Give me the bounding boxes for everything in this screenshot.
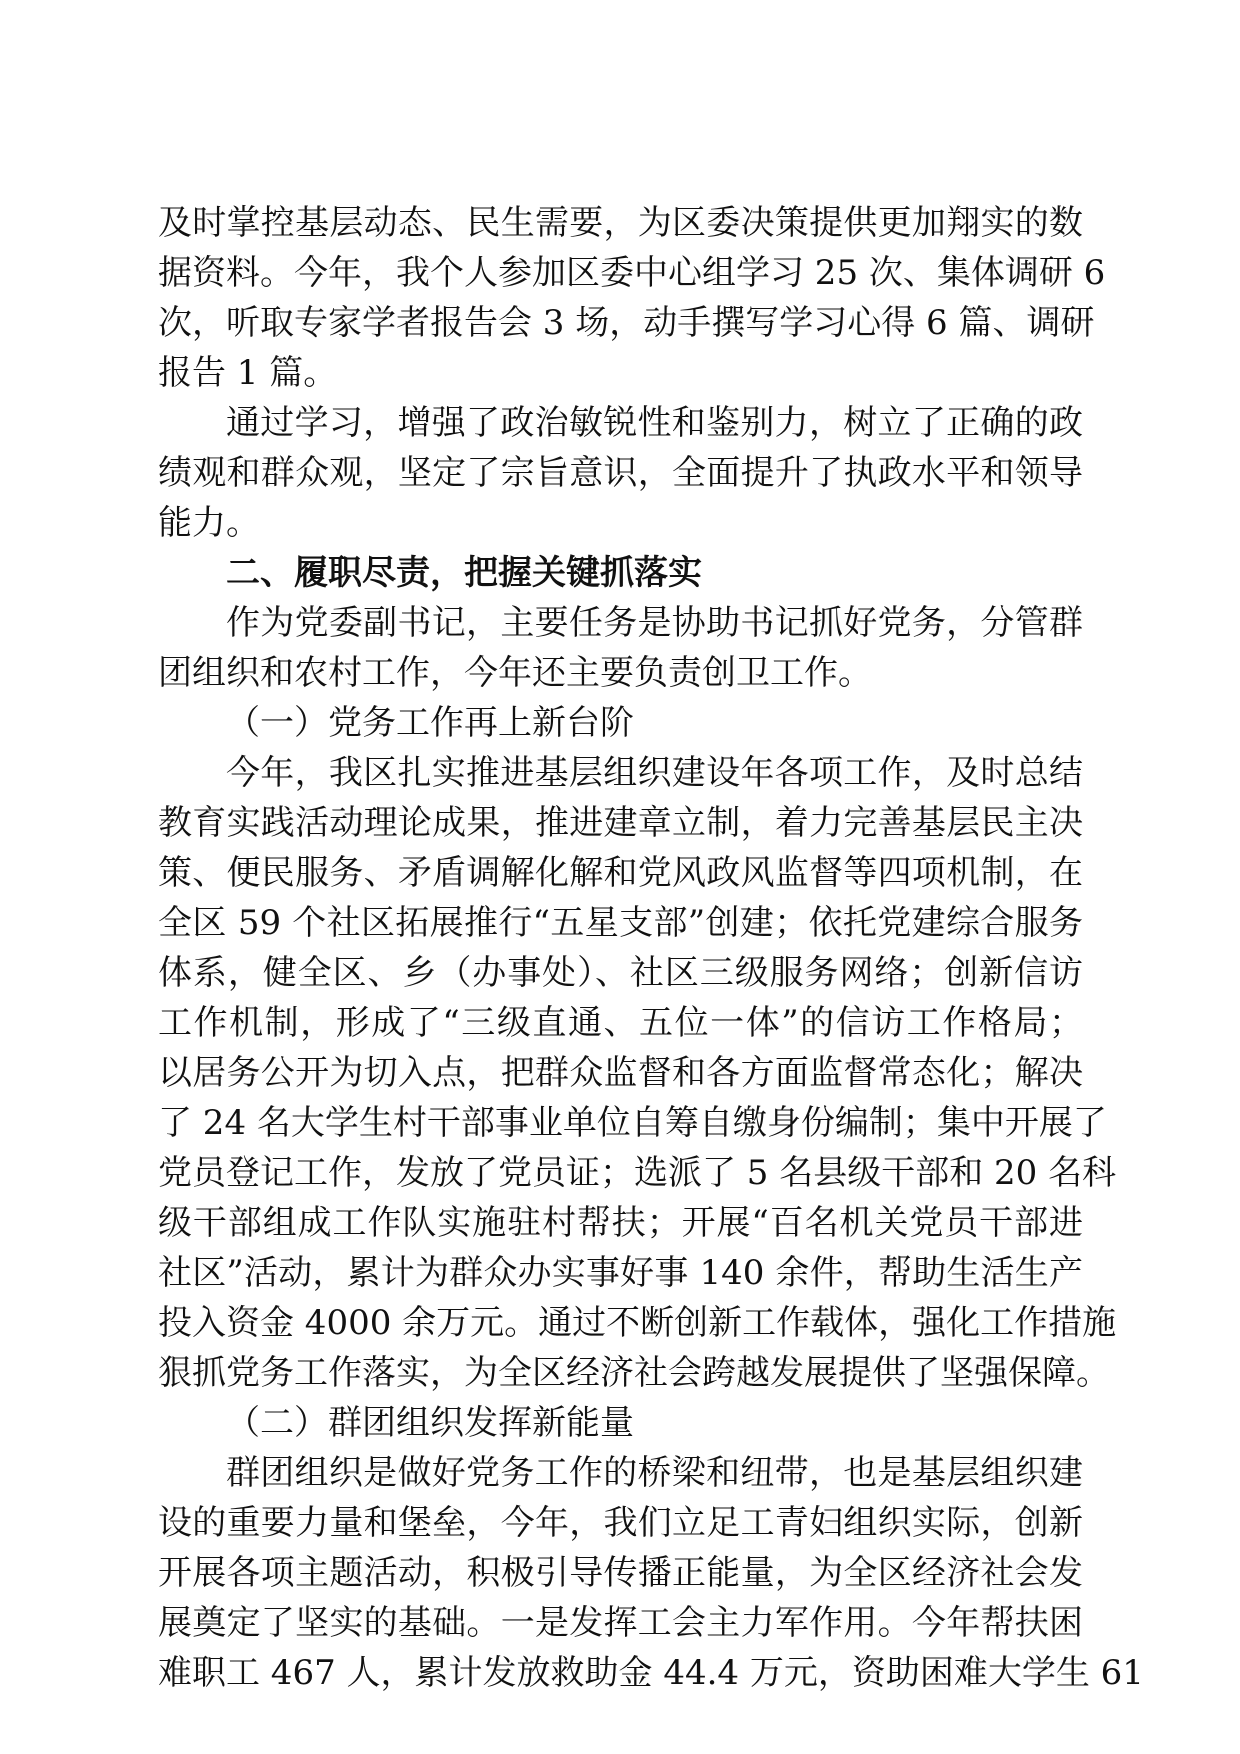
text-line: 狠抓党务工作落实，为全区经济社会跨越发展提供了坚强保障。 (158, 1353, 1110, 1393)
text-line: 以居务公开为切入点，把群众监督和各方面监督常态化；解决 (158, 1053, 1083, 1093)
paragraph-study-outcome (158, 398, 1083, 548)
paragraph-study-stats (158, 198, 1106, 398)
text-line: 及时掌控基层动态、民生需要，为区委决策提供更加翔实的数 (158, 203, 1083, 243)
section-heading: 二、履职尽责，把握关键抓落实 (226, 553, 702, 593)
text-line: 体系，健全区、乡（办事处）、社区三级服务网络；创新信访 (158, 953, 1083, 993)
document-body (158, 198, 1144, 1698)
text-line: 了 24 名大学生村干部事业单位自筹自缴身份编制；集中开展了 (158, 1103, 1107, 1143)
text-line: 绩观和群众观，坚定了宗旨意识，全面提升了执政水平和领导 (158, 453, 1083, 493)
text-line: 社区”活动，累计为群众办实事好事 140 余件，帮助生活生产 (158, 1253, 1083, 1293)
text-line: 级干部组成工作队实施驻村帮扶；开展“百名机关党员干部进 (158, 1203, 1083, 1243)
text-line: 报告 1 篇。 (158, 353, 338, 393)
subsection-heading (158, 698, 1083, 748)
paragraph-mass-organizations (158, 1448, 1144, 1698)
text-line: 展奠定了坚实的基础。一是发挥工会主力军作用。今年帮扶困 (158, 1603, 1083, 1643)
text-line: 开展各项主题活动，积极引导传播正能量，为全区经济社会发 (158, 1553, 1083, 1593)
text-line: 难职工 467 人，累计发放救助金 44.4 万元，资助困难大学生 61 (158, 1653, 1144, 1693)
text-line: 全区 59 个社区拓展推行“五星支部”创建；依托党建综合服务 (158, 903, 1083, 943)
text-line: 次，听取专家学者报告会 3 场，动手撰写学习心得 6 篇、调研 (158, 303, 1095, 343)
text-line: 工作机制，形成了“三级直通、五位一体”的信访工作格局； (158, 1003, 1083, 1043)
text-line: 策、便民服务、矛盾调解化解和党风政风监督等四项机制，在 (158, 853, 1083, 893)
text-line: 教育实践活动理论成果，推进建章立制，着力完善基层民主决 (158, 803, 1083, 843)
subsection-heading-text: （二）群团组织发挥新能量 (226, 1403, 634, 1443)
text-line: 团组织和农村工作，今年还主要负责创卫工作。 (158, 653, 872, 693)
text-line: 通过学习，增强了政治敏锐性和鉴别力，树立了正确的政 (226, 403, 1083, 443)
paragraph-party-affairs (158, 748, 1117, 1398)
text-line: 能力。 (158, 503, 260, 543)
text-line: 群团组织是做好党务工作的桥梁和纽带，也是基层组织建 (226, 1453, 1083, 1493)
subsection-heading-text: （一）党务工作再上新台阶 (226, 703, 634, 743)
text-line: 今年，我区扎实推进基层组织建设年各项工作，及时总结 (226, 753, 1083, 793)
paragraph-role-intro (158, 598, 1083, 698)
text-line: 据资料。今年，我个人参加区委中心组学习 25 次、集体调研 6 (158, 253, 1106, 293)
text-line: 投入资金 4000 余万元。通过不断创新工作载体，强化工作措施 (158, 1303, 1117, 1343)
text-line: 作为党委副书记，主要任务是协助书记抓好党务，分管群 (226, 603, 1083, 643)
text-line: 设的重要力量和堡垒，今年，我们立足工青妇组织实际，创新 (158, 1503, 1083, 1543)
subsection-heading (158, 1398, 1083, 1448)
text-line: 党员登记工作，发放了党员证；选派了 5 名县级干部和 20 名科 (158, 1153, 1117, 1193)
